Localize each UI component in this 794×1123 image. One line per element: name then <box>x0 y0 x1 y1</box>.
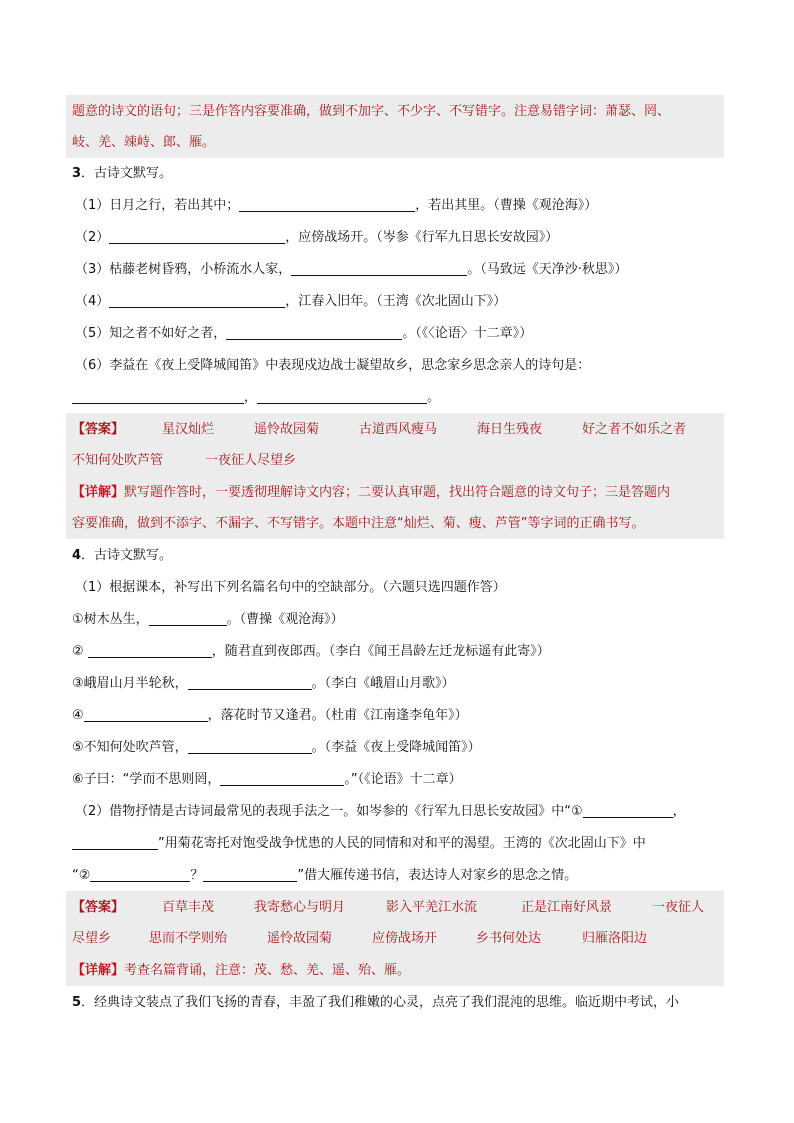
q3-item-1: （1）日月之行，若出其中； ，若出其里。（曹操《观沧海》） <box>75 198 598 213</box>
q3-item-5: （5）知之者不如好之者， 。（《〈论语〉十二章》） <box>75 326 533 341</box>
q4-item-3: ③峨眉山月半轮秋， 。（李白《峨眉山月歌》） <box>72 676 455 691</box>
answer-blank[interactable] <box>88 643 212 658</box>
answer-item: 不知何处吹芦管 <box>72 453 164 468</box>
detail-q4: 【详解】考查名篇背诵，注意：茂、愁、羌、遥、殆、雁。 <box>72 963 411 978</box>
answer-blank[interactable] <box>109 293 285 308</box>
answer-blank[interactable] <box>226 325 402 340</box>
answer-item: 古道西风瘦马 <box>359 422 438 437</box>
answer-tag: 【答案】 <box>72 900 125 915</box>
answer-item: 百草丰茂 <box>162 900 215 915</box>
q4-sub2-line3: “② ？ ”借大雁传递书信，表达诗人对家乡的思念之情。 <box>72 868 578 883</box>
detail-q3-line1: 【详解】默写题作答时，一要透彻理解诗文内容；二要认真审题，找出符合题意的诗文句子；三是答题内 <box>72 485 671 500</box>
answer-blank[interactable] <box>72 835 158 850</box>
answer-blank[interactable] <box>149 611 227 626</box>
top-detail-line1: 题意的诗文的语句；三是作答内容要准确，做到不加字、不少字、不写错字。注意易错字词：萧瑟、罔、 <box>72 104 671 119</box>
q3-item-4: （4） ，江春入旧年。（王湾《次北固山下》） <box>75 294 507 309</box>
answer-blank[interactable] <box>203 867 297 882</box>
question-3-title: 3．古诗文默写。 <box>72 166 173 181</box>
answer-blank[interactable] <box>239 197 415 212</box>
q3-item-2: （2） ，应傍战场开。（岑参《行军九日思长安故园》） <box>75 230 559 245</box>
answer-blank[interactable] <box>188 739 312 754</box>
answer-item: 应傍战场开 <box>372 931 438 946</box>
answer-item: 正是江南好风景 <box>521 900 613 915</box>
q4-item-6: ⑥子曰：“学而不思则罔， 。”（《论语》十二章） <box>72 772 462 787</box>
answer-blank[interactable] <box>583 803 673 818</box>
answer-blank[interactable] <box>188 675 312 690</box>
answer-item: 一夜征人尽望乡 <box>205 453 297 468</box>
answer-blank[interactable] <box>90 867 190 882</box>
answer-item: 星汉灿烂 <box>162 422 215 437</box>
q4-item-1: ①树木丛生， 。（曹操《观沧海》） <box>72 612 344 627</box>
answer-item: 遥怜故园菊 <box>267 931 333 946</box>
q4-sub1-instruction: （1）根据课本，补写出下列名篇名句中的空缺部分。（六题只选四题作答） <box>75 580 506 595</box>
answer-tag: 【答案】 <box>72 422 125 437</box>
q3-item-3: （3）枯藤老树昏鸦，小桥流水人家， 。（马致远《天净沙·秋思》） <box>75 262 628 277</box>
answer-blank[interactable] <box>257 389 427 404</box>
answer-item: 思而不学则殆 <box>149 931 228 946</box>
answer-blank[interactable] <box>84 707 208 722</box>
answer-item: 一夜征人 <box>652 900 705 915</box>
q4-sub2-line1: （2）借物抒情是古诗词最常见的表现手法之一。如岑参的《行军九日思长安故园》中“① ， <box>75 804 686 819</box>
answer-blank[interactable] <box>72 389 244 404</box>
answer-blank[interactable] <box>291 261 467 276</box>
answer-item: 遥怜故园菊 <box>254 422 320 437</box>
answer-item: 海日生残夜 <box>477 422 543 437</box>
q4-item-2: ② ，随君直到夜郎西。（李白《闻王昌龄左迁龙标遥有此寄》） <box>72 644 550 659</box>
q3-item-6: （6）李益在《夜上受降城闻笛》中表现戍边战士凝望故乡，思念家乡思念亲人的诗句是： <box>75 358 591 373</box>
top-detail-line2: 岐、羌、竦峙、郎、雁。 <box>72 135 216 150</box>
answer-blank[interactable] <box>220 771 344 786</box>
q4-item-4: ④ ，落花时节又逢君。（杜甫《江南逢李龟年》） <box>72 708 468 723</box>
answer-item: 乡书何处达 <box>476 931 542 946</box>
detail-q3-line2: 容要准确，做到不添字、不漏字、不写错字。本题中注意“灿烂、菊、瘦、芦管”等字词的正确书写。 <box>72 516 645 531</box>
q3-item-6-blanks: ， 。 <box>72 388 440 408</box>
answer-blank[interactable] <box>109 229 285 244</box>
answer-item: 影入平羌江水流 <box>386 900 478 915</box>
question-4-title: 4．古诗文默写。 <box>72 548 173 563</box>
answer-item: 归雁洛阳边 <box>582 931 648 946</box>
answer-item: 我寄愁心与明月 <box>254 900 346 915</box>
answer-item: 尽望乡 <box>72 931 112 946</box>
q4-sub2-line2: ”用菊花寄托对饱受战争忧患的人民的同情和对和平的渴望。王湾的《次北固山下》中 <box>72 834 646 854</box>
q4-item-5: ⑤不知何处吹芦管， 。（李益《夜上受降城闻笛》） <box>72 740 481 755</box>
question-5-text: 5．经典诗文装点了我们飞扬的青春，丰盈了我们稚嫩的心灵，点亮了我们混沌的思维。临近期中考试，小 <box>72 995 680 1010</box>
answer-item: 好之者不如乐之者 <box>582 422 687 437</box>
